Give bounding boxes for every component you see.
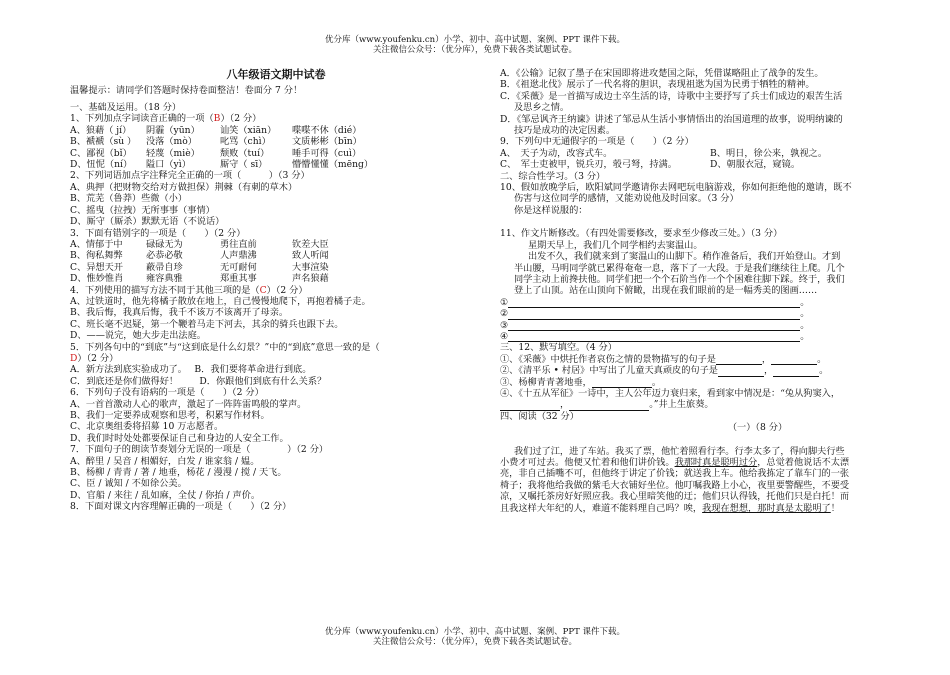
- option: D、——说完，她大步走出法庭。: [70, 330, 206, 342]
- answer-blank[interactable]: [592, 378, 652, 388]
- question-1-options: [70, 125, 482, 171]
- recitation-item: ①、《采薇》中烘托作者哀伤之情的景物描写的句子是 ， 。: [500, 353, 827, 365]
- question-3: 3．下面有错别字的一项是（ ）（2 分）: [70, 227, 246, 239]
- option: B、我们一定要养成观察和思考，积累写作材料。: [70, 410, 270, 421]
- answer-blank[interactable]: [569, 401, 649, 411]
- option-row: A、情郁于中 碌碌无为 勇往直前 钦差大臣: [70, 238, 329, 250]
- essay-line: 登上了山顶。站在山顶向下俯瞰，出现在我们眼前的是一幅秀美的图画……: [514, 285, 818, 297]
- recitation-item: ②、《清平乐 • 村居》中写出了儿童天真顽皮的句子是 ， 。: [500, 365, 829, 377]
- option: A．新方法到底实验成功了。 B．我们要将革命进行到底。: [70, 364, 312, 376]
- answer-blank[interactable]: [773, 367, 819, 377]
- tip: 温馨提示：请同学们答题时保持卷面整洁！卷面分 7 分！: [70, 84, 303, 96]
- passage-line: 且我这样大年纪的人，难道不能料理自己吗？唉，我现在想想，那时真是太聪明了！: [500, 502, 840, 514]
- footer-line: 优分库（www.youfenku.cn）小学、初中、高中试题、案例、PPT 课件下载。: [325, 627, 625, 637]
- section-3-heading: 三、12、默写填空。（4 分）: [500, 342, 617, 354]
- question-9: 9．下列句中无通假字的一项是（ ）（2 分）: [500, 136, 694, 148]
- option-row: A、狼藉（ jí） 阴霾（yūn） 讪笑（xiān） 喋喋不休（dié）: [70, 124, 362, 136]
- option: B、杨柳 / 青青 / 著 / 地垂，杨花 / 漫漫 / 搅 / 天飞。: [70, 467, 287, 479]
- question-5-tail: D）（2 分）: [70, 352, 119, 364]
- essay-line: 星期天早上，我们几个同学相约去窦温山。: [528, 239, 703, 251]
- passage-line: 椅子；我将他给我做的紫毛大衣铺好坐位。他叮嘱我路上小心，夜里要警醒些，不要受: [500, 479, 850, 491]
- question-10-prompt: 你是这样说服的：: [514, 204, 588, 216]
- option: D．《邹忌讽齐王纳谏》讲述了邹忌从生活小事情悟出的治国道理的故事，说明纳谏的: [500, 113, 843, 125]
- option: D、厮守（厮杀）默默无语（不说话）: [70, 216, 225, 228]
- question-4: 4．下列使用的描写方法不同于其他三项的是（C）（2 分）: [70, 284, 308, 296]
- underlined-sentence: 我现在想想，那时真是太聪明了: [702, 502, 831, 514]
- page-header: [0, 35, 950, 56]
- header-line: 关注微信公众号：（优分库），免费下载各类试题试卷。: [372, 45, 577, 56]
- option: B、荒芜（鲁莽）些微（小）: [70, 193, 188, 205]
- answer-mark: C: [259, 284, 267, 296]
- option: C、摇曳（拉拽）无所事事（事情）: [70, 204, 215, 216]
- recitation-item: ④、《十五从军征》一诗中，主人公年迈力衰归来，看到家中情况是：“兔从狗窦入，: [500, 387, 841, 399]
- underlined-sentence: 我那时真是聪明过分: [674, 457, 758, 468]
- left-column: [70, 68, 482, 513]
- option-row: A、 天子为动，改容式车。 B、明日，徐公来，孰视之。: [500, 147, 828, 159]
- option: C、北京奥组委将招募 10 万志愿者。: [70, 421, 224, 433]
- revision-line: ③ 。: [500, 319, 810, 331]
- section-4-heading: 四、阅读（32 分）: [500, 410, 579, 422]
- option: A、过铁道时，他先将橘子散放在地上，自己慢慢地爬下，再抱着橘子走。: [70, 295, 371, 307]
- answer-blank[interactable]: [508, 298, 800, 308]
- option-row: C、 军士吏被甲，锐兵刃，彀弓弩，持满。 D、朝服衣冠，窥镜。: [500, 159, 801, 171]
- option: C、臣 / 诚知 / 不如徐公美。: [70, 478, 187, 490]
- option-row: B、徇私舞弊 必恭必敬 人声鼎沸 致人听闻: [70, 250, 329, 262]
- exam-title: 八年级语文期中试卷: [226, 68, 326, 81]
- option-row: D、忸怩（ní） 隘口（yì） 厮守（ sī） 懵懵懂懂（mēng）: [70, 159, 374, 171]
- right-column: [500, 68, 895, 514]
- reading-passage: [500, 446, 895, 514]
- option: C、班长毫不迟疑，第一个鞭着马走下河去，其余的骑兵也跟下去。: [70, 318, 344, 330]
- essay-line: 半山腰，马明同学就已累得奄奄一息，落下了一大段。于是我们继续往上爬。几个: [514, 262, 845, 274]
- question-8: 8．下面对课文内容理解正确的一项是（ ）（2 分）: [70, 501, 292, 513]
- answer-mark: D: [70, 352, 78, 364]
- page-footer: [0, 627, 950, 648]
- option-cont: 及思乡之情。: [514, 102, 570, 114]
- header-line: 优分库（www.youfenku.cn）小学、初中、高中试题、案例、PPT 课件下载。: [325, 35, 625, 45]
- passage-line: 小费才可过去。他便又忙着和他们讲价钱。我那时真是聪明过分，总觉着他说话不太漂: [500, 457, 850, 468]
- option: D、我们时时处处都要保证自己和身边的人安全工作。: [70, 432, 289, 444]
- option: A、典押（把财物交给对方做担保）荆棘（有刺的草木）: [70, 181, 298, 193]
- question-7: 7．下面句子的朗读节奏划分无误的一项是（ ）（2 分）: [70, 444, 329, 456]
- section-2-heading: 二、综合性学习。（3 分）: [500, 170, 606, 182]
- option-row: C、异想天开 蔽帚自珍 无可耐何 大事渲染: [70, 261, 329, 273]
- question-5: 5．下列各句中的“到底”与“这到底是什么幻景？”中的“到底”意思一致的是（: [70, 341, 380, 353]
- question-2: 2、下列词语加点字注释完全正确的一项（ ）（3 分）: [70, 170, 310, 182]
- passage-line: 我们过了江，进了车站。我买了票，他忙着照看行李。行李太多了，得向脚夫行些: [514, 445, 845, 457]
- answer-blank[interactable]: [500, 401, 560, 411]
- question-6: 6．下列句子没有语病的一项是（ ）（2 分）: [70, 387, 264, 399]
- option: B、我后悔，我真后悔，我千不该万不该离开了母亲。: [70, 307, 289, 319]
- option-row: C、鄙视（bǐ） 轻蔑（miè） 颓败（tuí） 唾手可得（cuì）: [70, 147, 362, 159]
- recitation-item-cont: ， 。”井上生旅葵。: [500, 399, 895, 410]
- question-1: 1、下列加点字词读音正确的一项（B）（2 分）: [70, 113, 262, 125]
- revision-line: ① 。: [500, 296, 810, 308]
- answer-blank[interactable]: [771, 355, 817, 365]
- answer-blank[interactable]: [508, 321, 800, 331]
- option: A、醉里 / 吴音 / 相媚好，白发 / 谁家翁 / 媪。: [70, 455, 260, 467]
- footer-line: 关注微信公众号：（优分库），免费下载各类试题试卷。: [372, 637, 577, 648]
- question-10-cont: 伤害与这位同学的感情，又能劝说他及时回家。（3 分）: [514, 193, 739, 205]
- option: C．《采薇》是一首描写成边士卒生活的诗，诗歌中主要抒写了兵士们成边的艰苦生活: [500, 90, 843, 102]
- revision-line: ② 。: [500, 308, 810, 320]
- option: A、一首首激动人心的歌声，激起了一阵阵雷鸣般的掌声。: [70, 398, 307, 410]
- question-11: 11、作文片断修改。（有四处需要修改，要求至少修改三处。）（3 分）: [500, 228, 783, 240]
- option-row: D、惟妙惟肖 雍容典雅 郑重其事 声名狼藉: [70, 273, 329, 285]
- essay-line: 出发不久，我们就来到了窦温山的山脚下。稍作准备后，我们开始登山。才到: [528, 251, 841, 263]
- answer-blank[interactable]: [718, 367, 764, 377]
- reading-subheading: （一）（8 分）: [727, 422, 788, 434]
- option: B．《祖逖北伐》展示了一代名将的胆识，表现祖逖为国为民勇于牺牲的精神。: [500, 79, 815, 91]
- passage-line: 亮，非自己插嘴不可，但他终于讲定了价钱；就送我上车。他给我拣定了靠车门的一张: [500, 468, 850, 480]
- answer-blank[interactable]: [716, 355, 762, 365]
- option: D、官船 / 来往 / 乱如麻，全仗 / 你抬 / 声价。: [70, 489, 261, 501]
- passage-line: 凉，又嘱托茶房好好照应我。我心里暗笑他的迂；他们只认得钱，托他们只是白托！而: [500, 491, 850, 503]
- answer-blank[interactable]: [508, 332, 800, 342]
- answer-mark: B: [213, 113, 221, 125]
- option: A．《公输》记叙了墨子在宋国即将进攻楚国之际，凭借谋略阻止了战争的发生。: [500, 68, 824, 79]
- question-10: 10、假如放晚学后，欧阳斌同学邀请你去网吧玩电脑游戏，你如何拒绝他的邀请，既不: [500, 182, 852, 194]
- option: C．到底还是你们做得好！ D．你跟他们到底有什么关系？: [70, 375, 327, 387]
- section-1-heading: 一、基础及运用。（18 分）: [70, 102, 182, 114]
- option-cont: 技巧是成功的决定因素。: [514, 125, 616, 137]
- option-row: B、褫褫（sù ） 没落（mò） 叱骂（chì） 文质彬彬（bīn）: [70, 136, 362, 148]
- revision-line: ④ 。: [500, 330, 810, 342]
- essay-line: 同学主动上前搀扶他。同学们把一个个石阶当作一个个困难往脚下踩。终于，我们: [514, 273, 845, 285]
- answer-blank[interactable]: [508, 310, 800, 320]
- recitation-item: ③、杨柳青青著地垂， 。: [500, 376, 662, 388]
